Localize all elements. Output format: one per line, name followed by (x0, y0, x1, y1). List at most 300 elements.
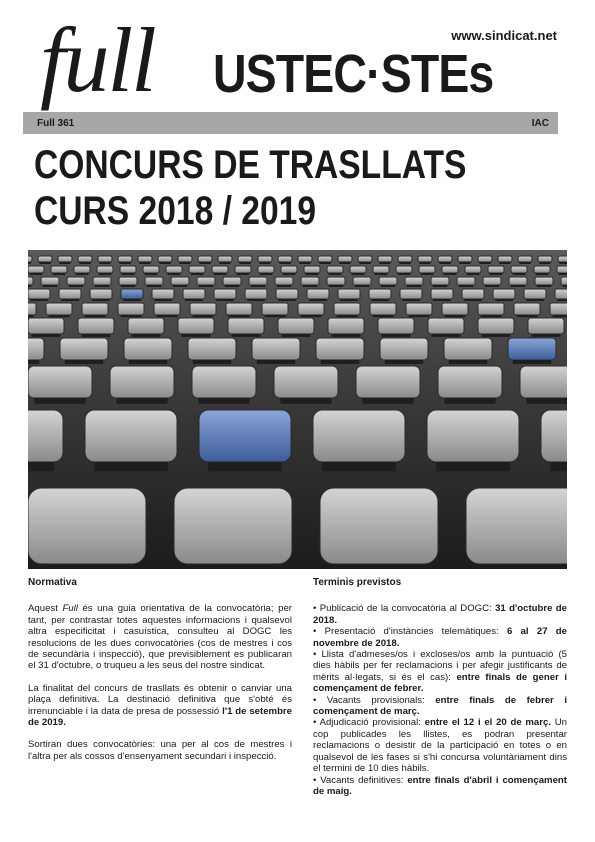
grey-seat (379, 277, 397, 285)
grey-seat (118, 256, 132, 262)
seat-base (225, 285, 239, 287)
grey-seat (442, 266, 458, 273)
grey-seat (524, 289, 546, 299)
grey-seat (120, 266, 136, 273)
seat-base (65, 360, 103, 364)
grey-seat (498, 256, 512, 262)
grey-seat (298, 256, 312, 262)
seat-base (339, 262, 350, 264)
seat-base (279, 262, 290, 264)
seat-base (193, 315, 214, 317)
seat-base (432, 334, 461, 337)
seat-base (340, 299, 358, 301)
grey-seat (128, 318, 164, 334)
grey-seat (356, 366, 420, 398)
seat-base (433, 285, 447, 287)
grey-seat (353, 277, 371, 285)
seat-base (34, 398, 85, 404)
seat-base (28, 360, 39, 364)
seat-base (139, 262, 150, 264)
seat-base (277, 285, 291, 287)
grey-seat (334, 303, 360, 315)
seat-base (132, 334, 161, 337)
grey-seat (304, 266, 320, 273)
grey-seat (28, 277, 33, 285)
seat-base (260, 273, 273, 275)
grey-seat (74, 266, 90, 273)
seat-base (464, 299, 482, 301)
seat-base (123, 299, 141, 301)
grey-seat (93, 277, 111, 285)
grey-seat (214, 289, 236, 299)
seat-base (199, 285, 213, 287)
grey-seat (511, 266, 527, 273)
grey-seat (398, 256, 412, 262)
seat-base (559, 273, 567, 275)
deadline-list (313, 603, 567, 797)
grey-seat (373, 266, 389, 273)
grey-seat (67, 277, 85, 285)
seat-base (490, 273, 503, 275)
issue-bar (23, 112, 558, 134)
grey-seat (338, 256, 352, 262)
stadium-seats-illustration (28, 250, 567, 569)
grey-seat (189, 266, 205, 273)
grey-seat (541, 410, 567, 462)
seat-base (257, 360, 295, 364)
title-line-1: CONCURS DE TRASLLATS (34, 143, 467, 187)
grey-seat (444, 338, 492, 360)
seat-base (193, 360, 231, 364)
grey-seat (262, 303, 288, 315)
seat-base (539, 262, 550, 264)
grey-seat (313, 410, 405, 462)
grey-seat (78, 318, 114, 334)
seat-base (40, 564, 134, 569)
grey-seat (28, 256, 32, 262)
grey-seat (28, 366, 92, 398)
seat-base (280, 398, 331, 404)
grey-seat (465, 266, 481, 273)
seat-base (352, 273, 365, 275)
grey-seat (535, 277, 553, 285)
grey-seat (188, 338, 236, 360)
grey-seat (228, 318, 264, 334)
seat-base (32, 334, 61, 337)
seat-base (99, 262, 110, 264)
grey-seat (118, 303, 144, 315)
grey-seat (90, 289, 112, 299)
seat-base (557, 299, 567, 301)
grey-seat (534, 266, 550, 273)
seat-base (303, 285, 317, 287)
seat-base (69, 285, 83, 287)
seat-base (499, 262, 510, 264)
seat-base (232, 334, 261, 337)
grey-seat (82, 303, 108, 315)
seat-base (191, 273, 204, 275)
seat-base (53, 273, 66, 275)
seat-base (399, 262, 410, 264)
grey-seat (258, 256, 272, 262)
grey-seat (38, 256, 52, 262)
seat-base (309, 299, 327, 301)
grey-seat (478, 256, 492, 262)
seat-base (444, 398, 495, 404)
grey-seat (252, 338, 300, 360)
grey-seat (58, 256, 72, 262)
seat-base (478, 564, 567, 569)
grey-seat (557, 266, 567, 273)
seat-base (371, 299, 389, 301)
grey-seat (145, 277, 163, 285)
grey-seat (158, 256, 172, 262)
grey-seat (457, 277, 475, 285)
seat-base (85, 315, 106, 317)
grey-seat (327, 266, 343, 273)
seat-base (407, 285, 421, 287)
seat-base (179, 262, 190, 264)
grey-seat (124, 338, 172, 360)
grey-seat (28, 289, 50, 299)
logo-full: full (40, 9, 155, 111)
list-item: • Llista d'admeses/os i excloses/os amb la puntuació (5 dies hàbils per fer reclamacions i per afegir justificants de mèrits al·legats, si és el cas): entre finals de gener i començament de febrer. (313, 649, 567, 695)
grey-seat (28, 303, 36, 315)
paragraph-convocatories: Sortiran dues convocatòries: una per al cos de mestres i l'altra per als cossos d'ensenyament secundari i inspecció. (28, 739, 292, 762)
grey-seat (97, 266, 113, 273)
grey-seat (483, 277, 501, 285)
issue-number: Full 361 (37, 118, 75, 129)
grey-seat (316, 338, 364, 360)
seat-base (129, 360, 167, 364)
seat-base (278, 299, 296, 301)
list-item: • Publicació de la convocatòria al DOGC: 31 d'octubre de 2018. (313, 603, 567, 626)
grey-seat (171, 277, 189, 285)
seat-base (467, 273, 480, 275)
grey-seat (41, 277, 59, 285)
grey-seat (46, 303, 72, 315)
grey-seat (318, 256, 332, 262)
seat-base (321, 360, 359, 364)
seat-base (385, 360, 423, 364)
seat-base (332, 564, 426, 569)
grey-seat (328, 318, 364, 334)
seat-base (39, 262, 50, 264)
blue-seat (121, 289, 143, 299)
grey-seat (462, 289, 484, 299)
grey-seat (558, 256, 567, 262)
grey-seat (138, 256, 152, 262)
seat-base (362, 398, 413, 404)
full-italic: Full (62, 603, 78, 615)
seat-base (219, 262, 230, 264)
seat-base (208, 462, 282, 471)
grey-seat (493, 289, 515, 299)
grey-seat (550, 303, 567, 315)
seat-base (337, 315, 358, 317)
seat-base (479, 262, 490, 264)
seat-base (332, 334, 361, 337)
grey-seat (278, 318, 314, 334)
seat-base (43, 285, 57, 287)
seat-base (145, 273, 158, 275)
seat-base (30, 273, 43, 275)
seat-base (239, 262, 250, 264)
seat-base (116, 398, 167, 404)
seat-base (154, 299, 172, 301)
seat-base (121, 315, 142, 317)
grey-seat (198, 256, 212, 262)
masthead (0, 0, 595, 140)
seat-base (513, 273, 526, 275)
seat-base (381, 285, 395, 287)
seat-base (409, 315, 430, 317)
grey-seat (350, 266, 366, 273)
grey-seat (192, 366, 256, 398)
seat-base (359, 262, 370, 264)
paragraph-finalitat: La finalitat del concurs de trasllats és obtenir o canviar una plaça definitiva. La destinació definitiva que s'obté és irrenunciable i la data de presa de possessió l'1 de setembre de 2019. (28, 682, 292, 729)
grey-seat (178, 318, 214, 334)
seat-base (382, 334, 411, 337)
title-line-2: CURS 2018 / 2019 (34, 189, 317, 233)
grey-seat (223, 277, 241, 285)
grey-seat (143, 266, 159, 273)
grey-seat (298, 303, 324, 315)
right-column-terminis (313, 577, 567, 797)
seat-base (445, 315, 466, 317)
website-url[interactable]: www.sindicat.net (451, 28, 557, 43)
grey-seat (190, 303, 216, 315)
seat-base (237, 273, 250, 275)
seat-base (198, 398, 249, 404)
seat-base (247, 299, 265, 301)
grey-seat (405, 277, 423, 285)
list-item: • Adjudicació provisional: entre el 12 i el 20 de març. Un cop publicades les llistes, es podran presentar reclamacions o desistir de la participació en totes o en qualsevol de les fases si s'hi concursa voluntàriament dins el termini de 10 dies hàbils. (313, 717, 567, 774)
grey-seat (174, 488, 292, 564)
seat-base (526, 299, 544, 301)
grey-seat (197, 277, 215, 285)
list-item: • Vacants definitives: entre finals d'abril i començament de maig. (313, 775, 567, 798)
seat-base (495, 299, 513, 301)
blue-seat (199, 410, 291, 462)
seat-base (306, 273, 319, 275)
seat-base (199, 262, 210, 264)
grey-seat (400, 289, 422, 299)
grey-seat (51, 266, 67, 273)
seat-base (182, 334, 211, 337)
seat-base (214, 273, 227, 275)
seat-base (322, 462, 396, 471)
grey-seat (338, 289, 360, 299)
grey-seat (238, 256, 252, 262)
grey-seat (555, 289, 567, 299)
seat-base (532, 334, 561, 337)
grey-seat (428, 318, 464, 334)
grey-seat (442, 303, 468, 315)
grey-seat (28, 338, 44, 360)
seat-base (536, 273, 549, 275)
grey-seat (419, 266, 435, 273)
grey-seat (78, 256, 92, 262)
grey-seat (418, 256, 432, 262)
grey-seat (276, 289, 298, 299)
grey-seat (406, 303, 432, 315)
seat-base (482, 334, 511, 337)
left-column-normativa (28, 577, 292, 773)
grey-seat (378, 256, 392, 262)
grey-seat (438, 256, 452, 262)
seat-base (444, 273, 457, 275)
seat-base (329, 285, 343, 287)
grey-seat (509, 277, 527, 285)
seat-base (485, 285, 499, 287)
seat-base (283, 273, 296, 275)
seat-base (92, 299, 110, 301)
grey-seat (378, 318, 414, 334)
grey-seat (154, 303, 180, 315)
grey-seat (427, 410, 519, 462)
section-title-normativa: Normativa (28, 577, 77, 588)
seat-base (402, 299, 420, 301)
grey-seat (281, 266, 297, 273)
grey-seat (98, 256, 112, 262)
grey-seat (226, 303, 252, 315)
seat-base (319, 262, 330, 264)
seat-base (159, 262, 170, 264)
seat-base (119, 262, 130, 264)
grey-seat (466, 488, 567, 564)
seat-base (28, 315, 33, 317)
seat-base (439, 262, 450, 264)
seat-base (76, 273, 89, 275)
seat-base (436, 462, 510, 471)
grey-seat (561, 277, 567, 285)
grey-seat (152, 289, 174, 299)
grey-seat (307, 289, 329, 299)
seat-base (553, 315, 567, 317)
grey-seat (478, 303, 504, 315)
grey-seat (538, 256, 552, 262)
seat-base (519, 262, 530, 264)
grey-seat (358, 256, 372, 262)
seat-base (449, 360, 487, 364)
seat-base (186, 564, 280, 569)
grey-seat (85, 410, 177, 462)
grey-seat (110, 366, 174, 398)
seat-base (517, 315, 538, 317)
seat-base (95, 285, 109, 287)
grey-seat (320, 488, 438, 564)
grey-seat (28, 410, 63, 462)
grey-seat (178, 256, 192, 262)
seat-base (99, 273, 112, 275)
section-title-terminis: Terminis previstos (313, 577, 402, 588)
grey-seat (396, 266, 412, 273)
seat-base (537, 285, 551, 287)
seat-base (433, 299, 451, 301)
grey-seat (218, 256, 232, 262)
grey-seat (380, 338, 428, 360)
seat-base (563, 285, 567, 287)
seat-base (185, 299, 203, 301)
grey-seat (301, 277, 319, 285)
grey-seat (431, 277, 449, 285)
grey-seat (245, 289, 267, 299)
grey-seat (249, 277, 267, 285)
grey-seat (458, 256, 472, 262)
list-item: • Presentació d'instàncies telemàtiques: 6 al 27 de novembre de 2018. (313, 626, 567, 649)
grey-seat (212, 266, 228, 273)
logo-ustec-stes: USTEC·STEs (213, 44, 494, 104)
seat-base (49, 315, 70, 317)
seat-base (526, 398, 567, 404)
grey-seat (275, 277, 293, 285)
seat-base (459, 262, 470, 264)
seat-base (459, 285, 473, 287)
grey-seat (28, 488, 146, 564)
seat-base (355, 285, 369, 287)
grey-seat (514, 303, 540, 315)
seat-base (61, 299, 79, 301)
seat-base (229, 315, 250, 317)
grey-seat (274, 366, 338, 398)
stadium-seats-photo (28, 250, 567, 569)
grey-seat (28, 266, 44, 273)
grey-seat (183, 289, 205, 299)
grey-seat (438, 366, 502, 398)
grey-seat (258, 266, 274, 273)
seat-base (421, 273, 434, 275)
list-item: • Vacants provisionals: entre finals de febrer i començament de març. (313, 695, 567, 718)
seat-base (282, 334, 311, 337)
grey-seat (518, 256, 532, 262)
section-label: IAC (531, 118, 549, 129)
seat-base (30, 299, 48, 301)
grey-seat (28, 318, 64, 334)
seat-base (168, 273, 181, 275)
seat-base (329, 273, 342, 275)
seat-base (59, 262, 70, 264)
seat-base (121, 285, 135, 287)
grey-seat (327, 277, 345, 285)
grey-seat (60, 338, 108, 360)
seat-base (147, 285, 161, 287)
seat-base (94, 462, 168, 471)
seat-base (379, 262, 390, 264)
grey-seat (369, 289, 391, 299)
seat-base (511, 285, 525, 287)
grey-seat (59, 289, 81, 299)
grey-seat (488, 266, 504, 273)
seat-base (513, 360, 551, 364)
grey-seat (235, 266, 251, 273)
paragraph-intro: Aquest Full és una guia orientativa de la convocatòria; per tant, per contrastar totes aquestes informacions i qualsevol altra especificitat i casuística, consulteu al DOGC les resolucions de les dues convocatòries (cos de mestres i cos de secundària i inspecció), que previsiblement es publicaran el 31 d'octubre, o truqueu a les seus del nostre sindicat. (28, 603, 292, 672)
grey-seat (520, 366, 567, 398)
grey-seat (370, 303, 396, 315)
seat-base (251, 285, 265, 287)
seat-base (559, 262, 567, 264)
seat-base (79, 262, 90, 264)
seat-base (157, 315, 178, 317)
seat-base (375, 273, 388, 275)
seat-base (550, 462, 567, 471)
grey-seat (528, 318, 564, 334)
seat-base (82, 334, 111, 337)
seat-base (481, 315, 502, 317)
seat-base (216, 299, 234, 301)
seat-base (419, 262, 430, 264)
seat-base (28, 285, 31, 287)
